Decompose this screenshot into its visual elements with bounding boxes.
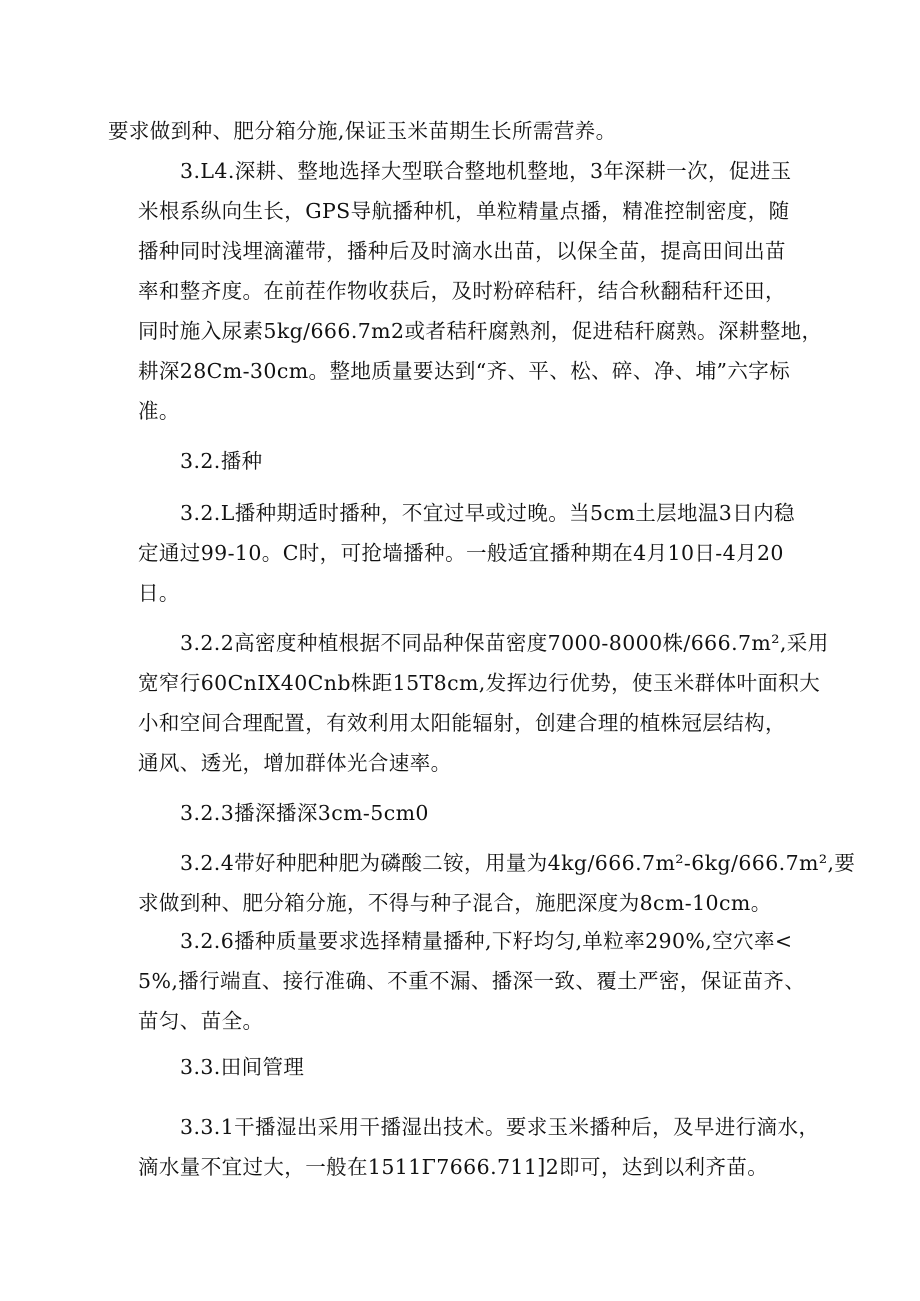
text-line: 3.2.L播种期适时播种，不宜过早或过晚。当5cm土层地温3日内稳 bbox=[180, 501, 795, 525]
text-line: 米根系纵向生长，GPS导航播种机，单粒精量点播，精准控制密度，随 bbox=[138, 199, 790, 223]
text-line: 3.L4.深耕、整地选择大型联合整地机整地，3年深耕一次，促进玉 bbox=[180, 159, 792, 183]
text-line: 率和整齐度。在前茬作物收获后，及时粉碎秸秆，结合秋翻秸秆还田， bbox=[138, 279, 786, 303]
text-line: 日。 bbox=[138, 581, 180, 605]
text-line: 3.2.6播种质量要求选择精量播种,下籽均匀,单粒率290%,空穴率< bbox=[180, 929, 793, 953]
text-line: 3.2.4带好种肥种肥为磷酸二铵，用量为4kg/666.7m²-6kg/666.7m²,要 bbox=[180, 851, 856, 875]
text-line: 3.2.3播深播深3cm-5cm0 bbox=[180, 801, 429, 825]
text-line: 准。 bbox=[138, 399, 180, 423]
text-line: 滴水量不宜过大，一般在1511Γ7666.711]2即可，达到以利齐苗。 bbox=[138, 1155, 769, 1179]
text-line: 播种同时浅埋滴灌带，播种后及时滴水出苗，以保全苗，提高田间出苗 bbox=[138, 239, 786, 263]
text-line: 3.2.播种 bbox=[180, 449, 263, 473]
text-line: 5%,播行端直、接行准确、不重不漏、播深一致、覆土严密，保证苗齐、 bbox=[138, 969, 806, 993]
text-line: 通风、透光，增加群体光合速率。 bbox=[138, 751, 452, 775]
text-line: 宽窄行60CnIX40Cnb株距15T8cm,发挥边行优势，使玉米群体叶面积大 bbox=[138, 671, 821, 695]
text-line: 求做到种、肥分箱分施，不得与种子混合，施肥深度为8cm-10cm。 bbox=[138, 891, 772, 915]
text-line: 苗匀、苗全。 bbox=[138, 1009, 264, 1033]
text-line: 3.2.2高密度种植根据不同品种保苗密度7000-8000株/666.7m²,采用 bbox=[180, 631, 829, 655]
text-line: 同时施入尿素5kg/666.7m2或者秸秆腐熟剂，促进秸秆腐熟。深耕整地， bbox=[138, 319, 823, 343]
text-line: 要求做到种、肥分箱分施,保证玉米苗期生长所需营养。 bbox=[108, 119, 617, 143]
text-line: 耕深28Cm-30cm。整地质量要达到“齐、平、松、碎、净、埔”六字标 bbox=[138, 359, 791, 383]
text-line: 3.3.田间管理 bbox=[180, 1055, 305, 1079]
text-line: 定通过99-10。C时，可抢墙播种。一般适宜播种期在4月10日-4月20 bbox=[138, 541, 784, 565]
text-line: 3.3.1干播湿出采用干播湿出技术。要求玉米播种后，及早进行滴水， bbox=[180, 1115, 820, 1139]
text-line: 小和空间合理配置，有效利用太阳能辐射，创建合理的植株冠层结构， bbox=[138, 711, 786, 735]
